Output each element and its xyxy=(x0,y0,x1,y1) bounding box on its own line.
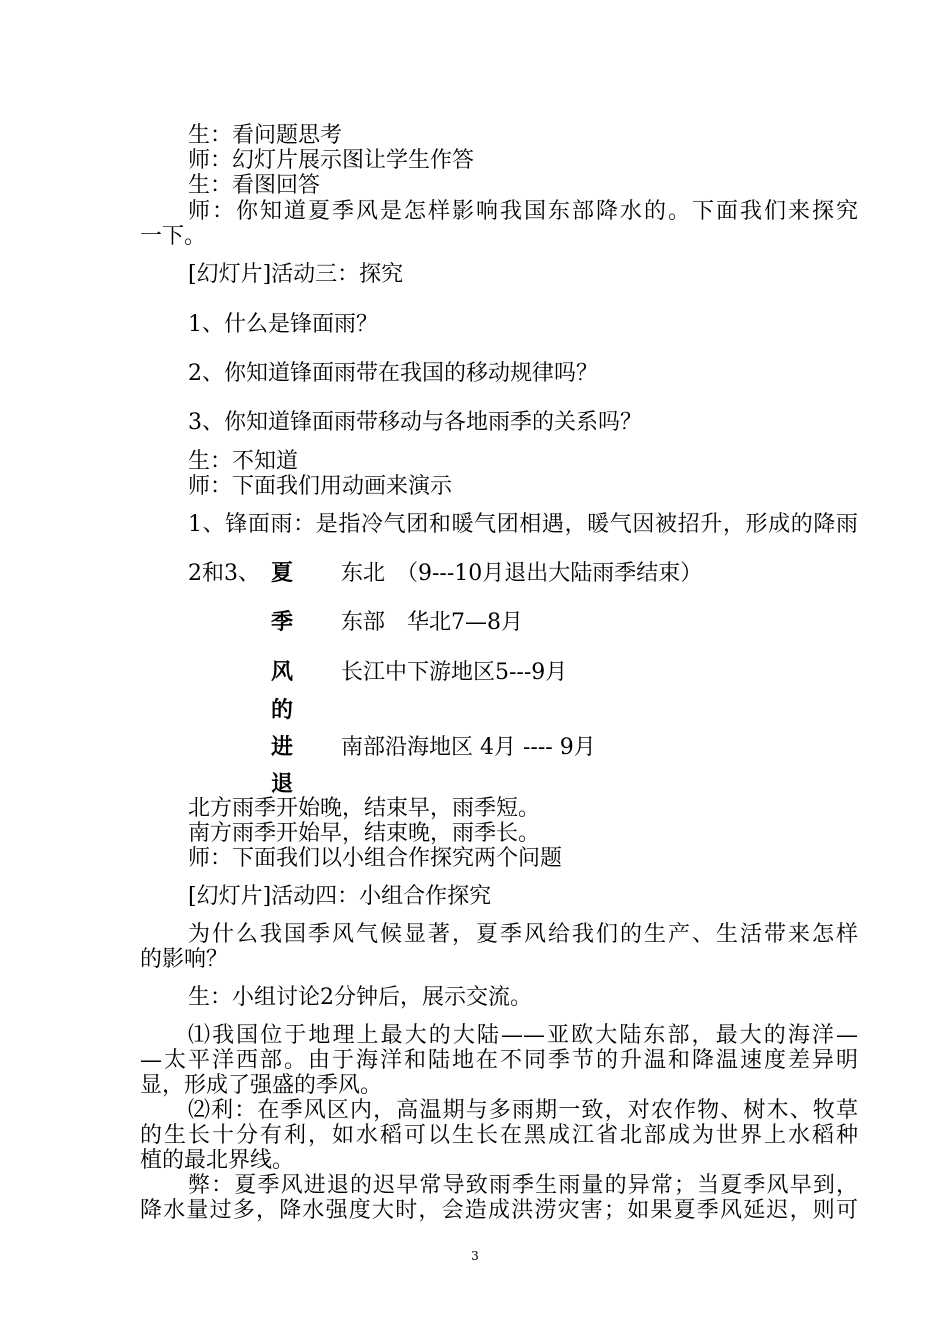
page-number: 3 xyxy=(471,1249,479,1263)
text-line: 北方雨季开始晚，结束早，雨季短。 xyxy=(188,796,541,821)
text-line: —太平洋西部。由于海洋和陆地在不同季节的升温和降温速度差异明 xyxy=(140,1048,858,1073)
question-item: 3、你知道锋面雨带移动与各地雨季的关系吗？ xyxy=(188,410,642,435)
text-line: 为什么我国季风气候显著，夏季风给我们的生产、生活带来怎样 xyxy=(188,922,858,947)
region-row: 东部 华北7—8月 xyxy=(341,610,523,635)
text-line: 生：看图回答 xyxy=(188,173,321,198)
region-row: 南部沿海地区 4月 ---- 9月 xyxy=(341,735,596,760)
text-line: 一下。 xyxy=(140,224,207,249)
question-item: 1、什么是锋面雨？ xyxy=(188,312,378,337)
text-line: 植的最北界线。 xyxy=(140,1148,295,1173)
text-line: 弊：夏季风进退的迟早常导致雨季生雨量的异常；当夏季风早到， xyxy=(188,1173,858,1198)
region-row: 东北 （9---10月退出大陆雨季结束） xyxy=(341,561,703,586)
text-line: 师：你知道夏季风是怎样影响我国东部降水的。下面我们来探究 xyxy=(188,199,858,224)
list-prefix: 2和3、 xyxy=(188,561,260,586)
text-line: 师：下面我们用动画来演示 xyxy=(188,474,453,499)
vertical-char: 退 xyxy=(271,771,294,797)
text-line: 生：不知道 xyxy=(188,449,299,474)
vertical-char: 夏 xyxy=(271,560,294,586)
vertical-char: 的 xyxy=(271,697,294,723)
text-line: 生：看问题思考 xyxy=(188,123,343,148)
slide-heading: [幻灯片]活动四：小组合作探究 xyxy=(188,884,492,909)
text-line: 降水量过多，降水强度大时，会造成洪涝灾害；如果夏季风延迟，则可 xyxy=(140,1198,858,1223)
text-line: ⑵利：在季风区内，高温期与多雨期一致，对农作物、树木、牧草 xyxy=(188,1098,858,1123)
vertical-char: 季 xyxy=(271,609,294,635)
text-line: ⑴我国位于地理上最大的大陆——亚欧大陆东部，最大的海洋— xyxy=(188,1023,858,1048)
vertical-char: 风 xyxy=(271,659,294,685)
text-line: 的生长十分有利，如水稻可以生长在黑成江省北部成为世界上水稻种 xyxy=(140,1123,858,1148)
text-line: 南方雨季开始早，结束晚，雨季长。 xyxy=(188,821,541,846)
text-line: 生：小组讨论2分钟后，展示交流。 xyxy=(188,985,532,1010)
question-item: 2、你知道锋面雨带在我国的移动规律吗？ xyxy=(188,361,598,386)
text-line: 显，形成了强盛的季风。 xyxy=(140,1073,383,1098)
vertical-char: 进 xyxy=(271,734,294,760)
text-line: 的影响？ xyxy=(140,947,229,972)
text-line: 1、锋面雨：是指冷气团和暖气团相遇，暖气因被招升，形成的降雨 xyxy=(188,512,858,537)
slide-heading: [幻灯片]活动三：探究 xyxy=(188,262,404,287)
text-line: 师：幻灯片展示图让学生作答 xyxy=(188,148,475,173)
text-line: 师：下面我们以小组合作探究两个问题 xyxy=(188,846,563,871)
region-row: 长江中下游地区5---9月 xyxy=(341,660,568,685)
